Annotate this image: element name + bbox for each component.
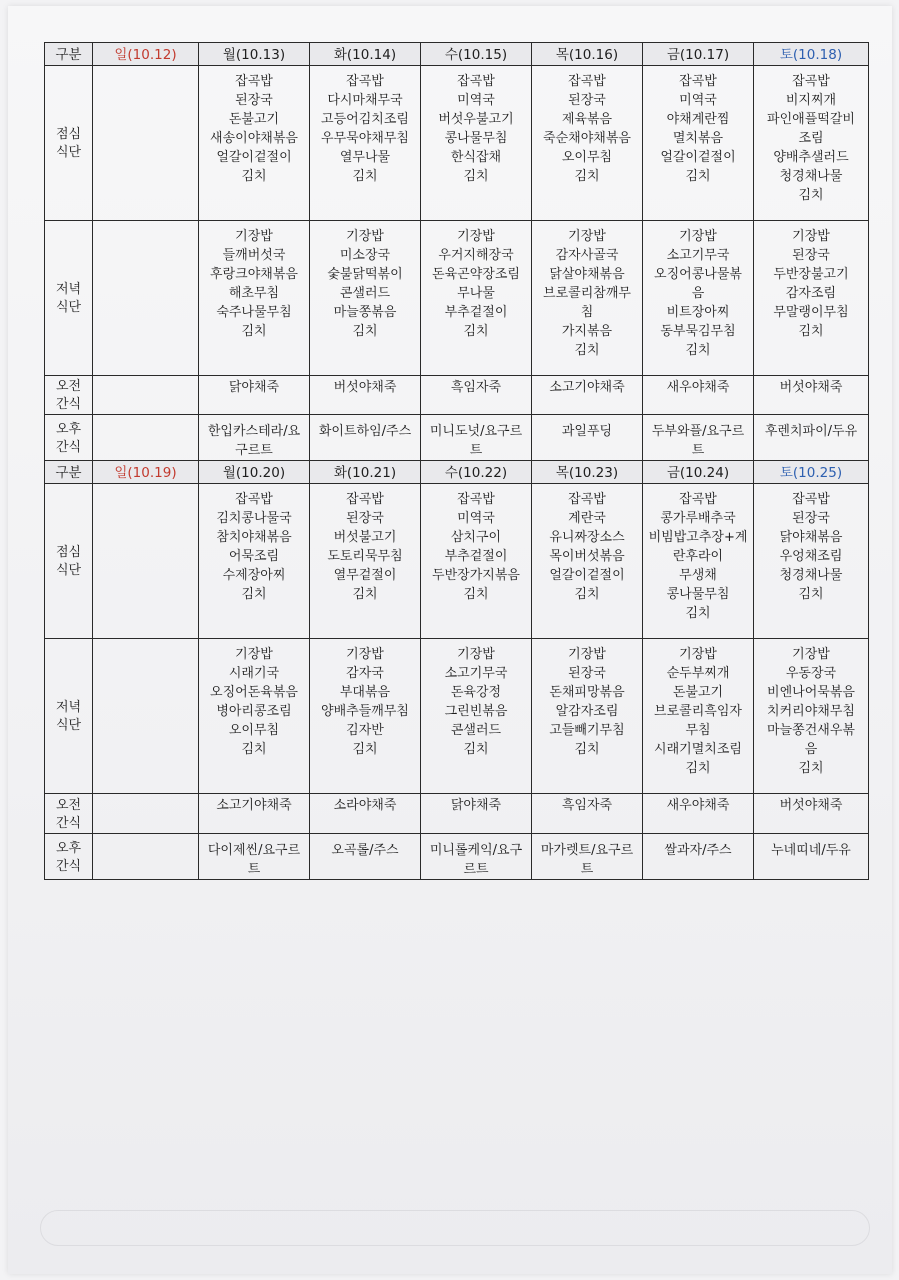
- menu-item: 김치: [574, 587, 600, 602]
- menu-item: 참치야채볶음: [216, 530, 292, 545]
- row-label: [45, 639, 93, 794]
- snack-cell: [421, 834, 532, 880]
- menu-item: 김치: [798, 587, 824, 602]
- menu-item: 김치: [241, 169, 267, 184]
- bleed-through-shape: [40, 1210, 870, 1246]
- snack-cell: 소라야채죽: [310, 794, 421, 834]
- snack-cell: [754, 415, 869, 461]
- menu-item: 돈불고기: [672, 685, 724, 700]
- header-row: [45, 461, 869, 484]
- menu-item: 청경채나물: [779, 568, 843, 583]
- header-day-cell: 토(10.25): [754, 461, 869, 484]
- header-category-cell: 구분: [45, 43, 93, 66]
- menu-item: 얼갈이겉절이: [216, 150, 292, 165]
- menu-item: 기장밥: [792, 229, 830, 244]
- row-label-text: 오후 간식: [55, 421, 82, 455]
- menu-cell: [754, 639, 869, 794]
- snack-cell: [421, 415, 532, 461]
- menu-item: 김자반: [346, 723, 384, 738]
- menu-item: 콩나물무침: [444, 131, 508, 146]
- row-label: [45, 415, 93, 461]
- am-snack-row: [45, 794, 869, 834]
- menu-cell: [310, 221, 421, 376]
- menu-item: 가지볶음: [561, 324, 613, 339]
- menu-item: 김치: [685, 169, 711, 184]
- menu-item: 잡곡밥: [568, 74, 606, 89]
- menu-cell: [310, 484, 421, 639]
- empty-cell: [93, 794, 199, 834]
- pm-snack-row: [45, 834, 869, 880]
- menu-item: 트: [469, 443, 483, 458]
- menu-item: 김치: [574, 343, 600, 358]
- snack-cell: 소고기야채죽: [199, 794, 310, 834]
- snack-cell: 소고기야채죽: [532, 376, 643, 415]
- menu-item: 숙주나물무침: [216, 305, 292, 320]
- menu-item: 우거지해장국: [438, 248, 514, 263]
- menu-item: 미니도넛/요구르: [429, 424, 523, 439]
- snack-cell: [643, 415, 754, 461]
- menu-item: 잡곡밥: [679, 492, 717, 507]
- menu-item: 고등어김치조림: [321, 112, 409, 127]
- header-day-cell: 금(10.17): [643, 43, 754, 66]
- menu-item: 김치: [574, 742, 600, 757]
- menu-item: 트: [691, 443, 705, 458]
- menu-item: 잡곡밥: [679, 74, 717, 89]
- menu-item: 콘샐러드: [450, 723, 502, 738]
- menu-item: 기장밥: [235, 647, 273, 662]
- menu-item: 김치: [241, 587, 267, 602]
- menu-item: 기장밥: [679, 229, 717, 244]
- snack-cell: 버섯야채죽: [754, 376, 869, 415]
- menu-item: 미역국: [679, 93, 717, 108]
- snack-cell: 버섯야채죽: [754, 794, 869, 834]
- header-row: [45, 43, 869, 66]
- row-label: [45, 66, 93, 221]
- header-day-cell: 토(10.18): [754, 43, 869, 66]
- header-day-cell: 화(10.21): [310, 461, 421, 484]
- menu-cell: [532, 221, 643, 376]
- menu-item: 콘샐러드: [339, 286, 391, 301]
- menu-item: 김치: [798, 761, 824, 776]
- menu-cell: [199, 639, 310, 794]
- menu-cell: [643, 639, 754, 794]
- menu-item: 청경채나물: [779, 169, 843, 184]
- menu-item: 마늘쫑볶음: [333, 305, 397, 320]
- menu-cell: [754, 484, 869, 639]
- menu-item: 김치: [352, 587, 378, 602]
- menu-cell: [643, 221, 754, 376]
- dinner-row: [45, 221, 869, 376]
- empty-cell: [93, 415, 199, 461]
- menu-item: 두반장불고기: [773, 267, 849, 282]
- menu-item: 닭살야채볶음: [549, 267, 625, 282]
- menu-item: 새송이야채볶음: [210, 131, 298, 146]
- pm-snack-row: [45, 415, 869, 461]
- menu-item: 시래기멸치조림: [654, 742, 742, 757]
- menu-item: 닭야채볶음: [779, 530, 843, 545]
- menu-cell: [532, 484, 643, 639]
- menu-item: 마늘쫑건새우볶: [767, 723, 855, 738]
- menu-item: 치커리야채무침: [767, 704, 855, 719]
- menu-item: 얼갈이겉절이: [549, 568, 625, 583]
- lunch-row: [45, 484, 869, 639]
- menu-item: 김치: [685, 606, 711, 621]
- menu-item: 오징어콩나물볶: [654, 267, 742, 282]
- menu-item: 김치콩나물국: [216, 511, 292, 526]
- menu-item: 미역국: [457, 511, 495, 526]
- header-day-cell: 화(10.14): [310, 43, 421, 66]
- menu-item: 기장밥: [457, 229, 495, 244]
- menu-item: 마가렛트/요구르: [540, 843, 634, 858]
- menu-item: 기장밥: [457, 647, 495, 662]
- header-day-cell: 목(10.23): [532, 461, 643, 484]
- menu-item: 오이무침: [561, 150, 613, 165]
- menu-item: 란후라이: [672, 549, 724, 564]
- menu-item: 무나물: [457, 286, 495, 301]
- menu-item: 열무겉절이: [333, 568, 397, 583]
- menu-item: 김치: [685, 343, 711, 358]
- menu-item: 된장국: [792, 511, 830, 526]
- lunch-row: [45, 66, 869, 221]
- menu-item: 해초무침: [228, 286, 280, 301]
- menu-item: 잡곡밥: [346, 492, 384, 507]
- menu-item: 감자국: [346, 666, 384, 681]
- menu-item: 그린빈볶음: [444, 704, 508, 719]
- menu-item: 음: [691, 286, 705, 301]
- header-day-cell: 월(10.13): [199, 43, 310, 66]
- header-day-cell: 일(10.19): [93, 461, 199, 484]
- menu-item: 파인애플떡갈비: [767, 112, 855, 127]
- menu-item: 고들빼기무침: [549, 723, 625, 738]
- snack-cell: [310, 415, 421, 461]
- menu-item: 무말랭이무침: [773, 305, 849, 320]
- menu-item: 트: [580, 862, 594, 877]
- menu-item: 김치: [463, 169, 489, 184]
- menu-item: 한식잡채: [450, 150, 502, 165]
- menu-item: 유니짜장소스: [549, 530, 625, 545]
- menu-item: 김치: [574, 169, 600, 184]
- menu-item: 비지찌개: [785, 93, 837, 108]
- menu-item: 콩가루배추국: [660, 511, 736, 526]
- menu-item: 계란국: [568, 511, 606, 526]
- menu-item: 조림: [798, 131, 824, 146]
- snack-cell: [199, 415, 310, 461]
- menu-item: 잡곡밥: [792, 74, 830, 89]
- empty-cell: [93, 221, 199, 376]
- snack-cell: 흑임자죽: [532, 794, 643, 834]
- menu-item: 된장국: [568, 666, 606, 681]
- menu-item: 김치: [241, 324, 267, 339]
- menu-item: 돈육곤약장조림: [432, 267, 520, 282]
- menu-item: 트: [247, 862, 261, 877]
- menu-item: 화이트하임/주스: [318, 424, 412, 439]
- snack-cell: 닭야채죽: [421, 794, 532, 834]
- menu-cell: [421, 66, 532, 221]
- menu-item: 야채계란찜: [666, 112, 730, 127]
- menu-cell: [643, 66, 754, 221]
- menu-item: 버섯우불고기: [438, 112, 514, 127]
- row-label-text: 점심 식단: [55, 127, 82, 160]
- menu-item: 미역국: [457, 93, 495, 108]
- menu-item: 다이제씬/요구르: [207, 843, 301, 858]
- menu-item: 오곡롤/주스: [331, 843, 399, 858]
- menu-item: 소고기무국: [666, 248, 730, 263]
- menu-item: 부추겉절이: [444, 549, 508, 564]
- menu-item: 버섯불고기: [333, 530, 397, 545]
- header-category-cell: 구분: [45, 461, 93, 484]
- snack-cell: [754, 834, 869, 880]
- menu-item: 숯불닭떡볶이: [327, 267, 403, 282]
- row-label-text: 저녁 식단: [55, 282, 82, 315]
- row-label: [45, 376, 93, 415]
- snack-cell: [310, 834, 421, 880]
- menu-cell: [199, 221, 310, 376]
- menu-cell: [421, 221, 532, 376]
- menu-item: 잡곡밥: [235, 74, 273, 89]
- menu-item: 무침: [685, 723, 711, 738]
- menu-item: 된장국: [792, 248, 830, 263]
- menu-item: 제육볶음: [561, 112, 613, 127]
- menu-item: 도토리묵무침: [327, 549, 403, 564]
- header-day-cell: 금(10.24): [643, 461, 754, 484]
- row-label: [45, 221, 93, 376]
- menu-item: 잡곡밥: [457, 492, 495, 507]
- menu-item: 누네띠네/두유: [771, 843, 851, 858]
- empty-cell: [93, 834, 199, 880]
- menu-item: 브로콜리흑임자: [654, 704, 742, 719]
- menu-item: 수제장아찌: [222, 568, 286, 583]
- menu-item: 기장밥: [235, 229, 273, 244]
- snack-cell: 닭야채죽: [199, 376, 310, 415]
- menu-item: 기장밥: [568, 229, 606, 244]
- menu-item: 음: [804, 742, 818, 757]
- menu-cell: [421, 639, 532, 794]
- menu-item: 열무나물: [339, 150, 391, 165]
- menu-item: 우동장국: [785, 666, 837, 681]
- menu-item: 기장밥: [346, 229, 384, 244]
- menu-item: 잡곡밥: [792, 492, 830, 507]
- snack-cell: [532, 834, 643, 880]
- menu-item: 돈불고기: [228, 112, 280, 127]
- menu-item: 김치: [352, 169, 378, 184]
- row-label-text: 오후 간식: [55, 840, 82, 874]
- menu-item: 잡곡밥: [568, 492, 606, 507]
- am-snack-row: [45, 376, 869, 415]
- menu-item: 김치: [352, 742, 378, 757]
- menu-item: 과일푸딩: [561, 424, 613, 439]
- empty-cell: [93, 376, 199, 415]
- row-label: [45, 484, 93, 639]
- menu-item: 어묵조림: [228, 549, 280, 564]
- menu-cell: [199, 484, 310, 639]
- menu-item: 기장밥: [679, 647, 717, 662]
- menu-item: 오이무침: [228, 723, 280, 738]
- header-day-cell: 월(10.20): [199, 461, 310, 484]
- menu-item: 순두부찌개: [666, 666, 730, 681]
- snack-cell: 새우야채죽: [643, 376, 754, 415]
- menu-item: 병아리콩조림: [216, 704, 292, 719]
- empty-cell: [93, 66, 199, 221]
- menu-item: 두반장가지볶음: [432, 568, 520, 583]
- row-label-text: 오전 간식: [55, 797, 82, 831]
- menu-item: 김치: [685, 761, 711, 776]
- snack-cell: 새우야채죽: [643, 794, 754, 834]
- menu-cell: [532, 639, 643, 794]
- menu-cell: [754, 66, 869, 221]
- menu-item: 돈채피망볶음: [549, 685, 625, 700]
- menu-item: 침: [580, 305, 594, 320]
- menu-item: 후랑크야채볶음: [210, 267, 298, 282]
- menu-item: 르트: [463, 862, 489, 877]
- menu-item: 양배추샐러드: [773, 150, 849, 165]
- row-label: [45, 834, 93, 880]
- menu-item: 미소장국: [339, 248, 391, 263]
- menu-item: 두부와플/요구르: [651, 424, 745, 439]
- menu-item: 잡곡밥: [235, 492, 273, 507]
- menu-item: 감자사골국: [555, 248, 619, 263]
- menu-item: 오징어돈육볶음: [210, 685, 298, 700]
- menu-item: 부추겉절이: [444, 305, 508, 320]
- menu-item: 감자조림: [785, 286, 837, 301]
- menu-item: 김치: [463, 324, 489, 339]
- row-label-text: 점심 식단: [55, 545, 82, 578]
- menu-item: 콩나물무침: [666, 587, 730, 602]
- menu-item: 기장밥: [568, 647, 606, 662]
- menu-item: 김치: [241, 742, 267, 757]
- menu-item: 브로콜리참깨무: [543, 286, 631, 301]
- empty-cell: [93, 639, 199, 794]
- menu-item: 김치: [798, 188, 824, 203]
- menu-item: 잡곡밥: [346, 74, 384, 89]
- menu-cell: [310, 66, 421, 221]
- menu-item: 우무묵야채무침: [321, 131, 409, 146]
- menu-item: 비빔밥고추장+계: [648, 530, 748, 545]
- menu-item: 기장밥: [346, 647, 384, 662]
- menu-item: 무생채: [679, 568, 717, 583]
- menu-item: 미니롤케익/요구: [429, 843, 523, 858]
- menu-item: 들깨버섯국: [222, 248, 286, 263]
- menu-item: 삼치구이: [450, 530, 502, 545]
- row-label: [45, 794, 93, 834]
- menu-item: 김치: [798, 324, 824, 339]
- menu-item: 동부묵김무침: [660, 324, 736, 339]
- menu-item: 부대볶음: [339, 685, 391, 700]
- snack-cell: [643, 834, 754, 880]
- menu-item: 된장국: [235, 93, 273, 108]
- menu-cell: [532, 66, 643, 221]
- menu-item: 목이버섯볶음: [549, 549, 625, 564]
- menu-item: 기장밥: [792, 647, 830, 662]
- menu-item: 소고기무국: [444, 666, 508, 681]
- menu-item: 비엔나어묵볶음: [767, 685, 855, 700]
- menu-item: 한입카스테라/요: [207, 424, 301, 439]
- menu-item: 잡곡밥: [457, 74, 495, 89]
- menu-cell: [199, 66, 310, 221]
- snack-cell: [532, 415, 643, 461]
- menu-item: 알감자조림: [555, 704, 619, 719]
- menu-item: 김치: [352, 324, 378, 339]
- header-day-cell: 수(10.15): [421, 43, 532, 66]
- menu-item: 된장국: [568, 93, 606, 108]
- snack-cell: 흑임자죽: [421, 376, 532, 415]
- row-label-text: 오전 간식: [55, 379, 82, 412]
- menu-item: 돈육강정: [450, 685, 502, 700]
- meal-plan-table: [44, 42, 869, 880]
- menu-item: 쌀과자/주스: [664, 843, 732, 858]
- menu-item: 죽순채야채볶음: [543, 131, 631, 146]
- header-day-cell: 목(10.16): [532, 43, 643, 66]
- menu-cell: [643, 484, 754, 639]
- menu-item: 김치: [463, 742, 489, 757]
- menu-item: 양배추들깨무침: [321, 704, 409, 719]
- row-label-text: 저녁 식단: [55, 700, 82, 733]
- menu-item: 후렌치파이/두유: [764, 424, 858, 439]
- menu-cell: [310, 639, 421, 794]
- menu-item: 된장국: [346, 511, 384, 526]
- menu-item: 구르트: [235, 443, 273, 458]
- empty-cell: [93, 484, 199, 639]
- snack-cell: 버섯야채죽: [310, 376, 421, 415]
- header-day-cell: 수(10.22): [421, 461, 532, 484]
- snack-cell: [199, 834, 310, 880]
- menu-item: 우엉채조림: [779, 549, 843, 564]
- menu-item: 시래기국: [228, 666, 280, 681]
- menu-item: 다시마채무국: [327, 93, 403, 108]
- menu-item: 비트장아찌: [666, 305, 730, 320]
- menu-item: 멸치볶음: [672, 131, 724, 146]
- menu-item: 김치: [463, 587, 489, 602]
- menu-cell: [421, 484, 532, 639]
- header-day-cell: 일(10.12): [93, 43, 199, 66]
- menu-cell: [754, 221, 869, 376]
- menu-item: 얼갈이겉절이: [660, 150, 736, 165]
- dinner-row: [45, 639, 869, 794]
